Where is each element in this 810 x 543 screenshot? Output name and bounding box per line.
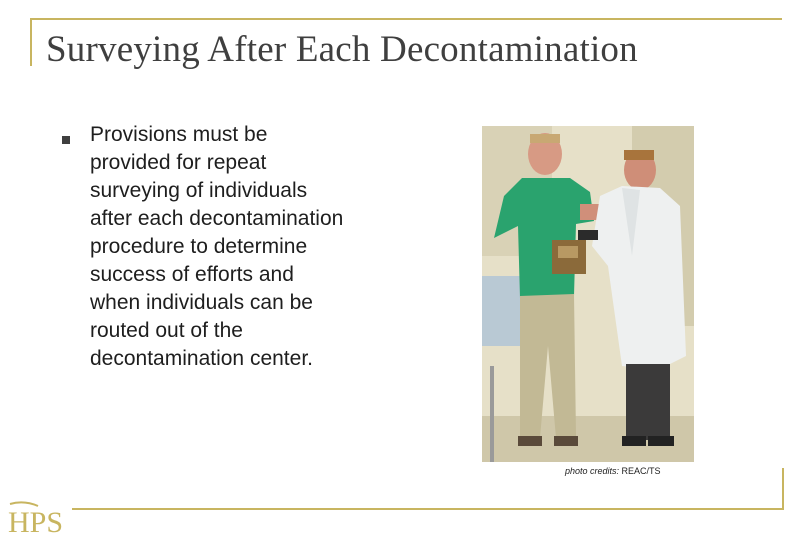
frame-line-top-left-vertical: [30, 18, 32, 66]
square-bullet-icon: [62, 136, 70, 144]
photo-credit-label: photo credits:: [565, 466, 620, 476]
frame-line-top-horizontal: [30, 18, 782, 20]
bullet-text: Provisions must be provided for repeat surveying of individuals after each decontamination procedure to determine success of efforts and when individuals can be routed out of the decontamination center.: [90, 123, 344, 370]
logo-text: HPS: [8, 506, 64, 538]
photo-decontamination-survey: [482, 126, 694, 462]
hps-logo: [4, 500, 74, 538]
frame-line-bottom-right-vertical: [782, 468, 784, 510]
photo-credit-source: REAC/TS: [621, 466, 661, 476]
frame-line-bottom-horizontal: [72, 508, 784, 510]
photo-credit: [565, 466, 661, 476]
slide-title: Surveying After Each Decontamination: [46, 29, 638, 70]
